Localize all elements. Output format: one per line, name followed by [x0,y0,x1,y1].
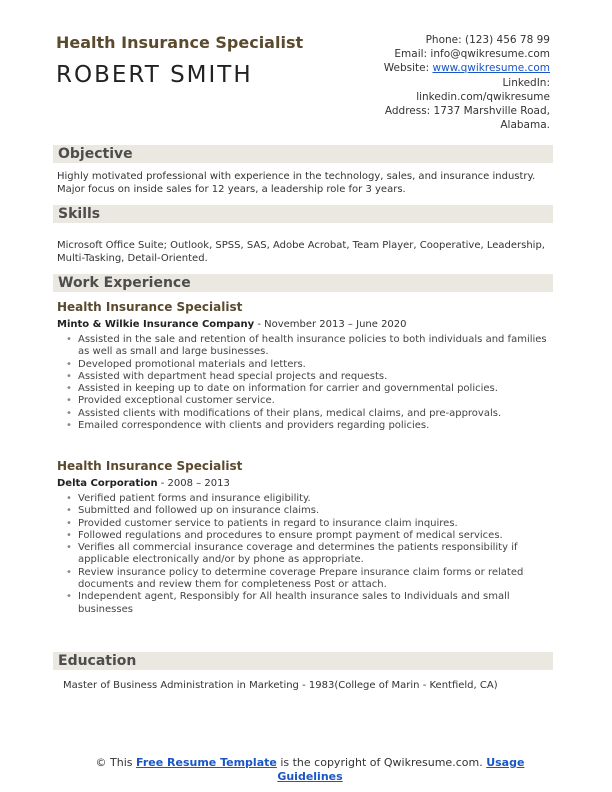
skills-text: Microsoft Office Suite; Outlook, SPSS, SAS, Adobe Acrobat, Team Player, Cooperative, Leadership, Multi-Tasking, Detail-Oriented. [57,240,545,264]
list-item: • Provided exceptional customer service. [57,395,557,407]
list-item: • Submitted and followed up on insurance claims. [57,505,557,517]
list-item: • Review insurance policy to determine coverage Prepare insurance claim forms or related documents and review them for completeness Post or attach. [57,567,557,592]
usage-guidelines-link[interactable]: Usage Guidelines [277,756,525,783]
list-item: • Assisted in keeping up to date on information for carrier and governmental policies. [57,383,557,395]
website-link[interactable]: www.qwikresume.com [432,62,550,75]
job-title-heading: Health Insurance Specialist [56,33,304,52]
job-1-company: Minto & Wilkie Insurance Company [57,319,255,330]
list-item: • Provided customer service to patients in regard to insurance claim inquires. [57,518,557,530]
job-1-duties [57,334,557,432]
copyright-footer [80,756,540,784]
list-item: • Verified patient forms and insurance eligibility. [57,493,557,505]
work-experience-section-header [53,274,553,292]
job-2-role: Health Insurance Specialist [57,459,243,473]
contact-linkedin: linkedin.com/qwikresume [416,90,550,103]
objective-text: Highly motivated professional with experience in the technology, sales, and insurance industry. Major focus on inside sales for 12 years, a leadership role for 3 years. [57,171,536,195]
contact-address: Address: 1737 Marshville Road, [384,105,550,118]
list-item: • Assisted in the sale and retention of health insurance policies to both individuals and families as well as small and large businesses. [57,334,557,359]
contact-website [310,61,550,75]
job-1-company-line [57,319,407,330]
job-1-role: Health Insurance Specialist [57,300,243,314]
contact-address-line2: Alabama. [500,119,550,132]
education-heading: Education [58,653,137,669]
work-experience-heading: Work Experience [58,275,191,291]
job-2-duties [57,493,557,616]
job-2-dates: - 2008 – 2013 [157,478,230,489]
education-text: Master of Business Administration in Marketing - 1983(College of Marin - Kentfield, CA) [63,680,498,691]
footer-prefix: © This [95,756,137,769]
contact-linkedin-label: LinkedIn: [502,76,550,89]
website-label: Website: [383,62,433,75]
objective-heading: Objective [58,146,133,162]
skills-heading: Skills [58,206,101,222]
job-2-company: Delta Corporation [57,478,158,489]
list-item: • Followed regulations and procedures to ensure prompt payment of medical services. [57,530,557,542]
list-item: • Verifies all commercial insurance coverage and determines the patients responsibility if applicable electronically and/or by phone as appropriate. [57,542,557,567]
list-item: • Emailed correspondence with clients and providers regarding policies. [57,420,557,432]
education-section-header [53,652,553,670]
contact-block [310,33,550,132]
footer-middle: is the copyright of Qwikresume.com. [276,756,487,769]
contact-email: Email: info@qwikresume.com [394,48,550,61]
list-item: • Assisted clients with modifications of their plans, medical claims, and pre-approvals. [57,408,557,420]
free-resume-template-link[interactable]: Free Resume Template [136,756,277,769]
contact-phone: Phone: (123) 456 78 99 [425,34,550,46]
job-1-dates: - November 2013 – June 2020 [254,319,407,330]
list-item: • Developed promotional materials and letters. [57,359,557,371]
job-2-company-line [57,478,230,489]
objective-section-header [53,145,553,163]
list-item: • Independent agent, Responsibly for All health insurance sales to Individuals and small businesses [57,591,557,616]
skills-section-header [53,205,553,223]
candidate-name: ROBERT SMITH [56,62,253,88]
list-item: • Assisted with department head special projects and requests. [57,371,557,383]
